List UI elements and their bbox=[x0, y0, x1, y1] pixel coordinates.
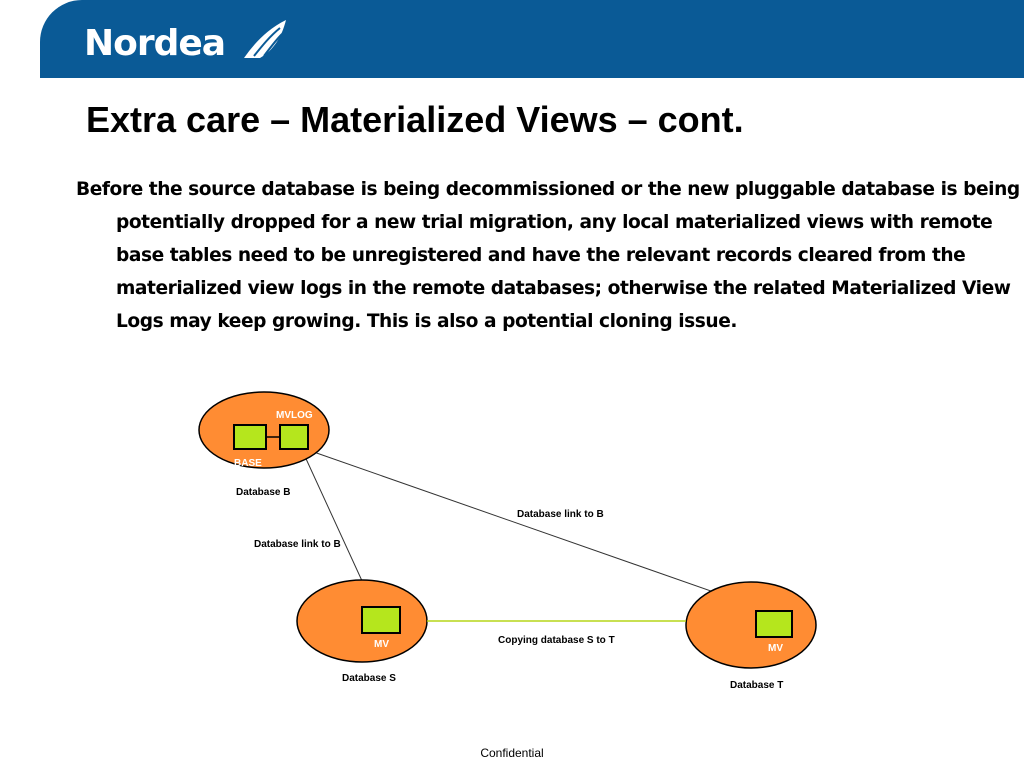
header-bar bbox=[40, 0, 1024, 78]
mvlog-label: MVLOG bbox=[276, 410, 313, 421]
link-b-s-label: Database link to B bbox=[254, 539, 341, 550]
database-s-label: Database S bbox=[342, 673, 396, 684]
database-diagram bbox=[0, 380, 1024, 710]
mv-box-t bbox=[756, 611, 792, 637]
database-t-ellipse bbox=[686, 582, 816, 668]
base-table-box bbox=[234, 425, 266, 449]
link-b-t-label: Database link to B bbox=[517, 509, 604, 520]
mv-label-s: MV bbox=[374, 639, 389, 650]
database-b-label: Database B bbox=[236, 487, 291, 498]
base-label: BASE bbox=[234, 458, 262, 469]
mvlog-box bbox=[280, 425, 308, 449]
mv-label-t: MV bbox=[768, 643, 783, 654]
footer-confidential: Confidential bbox=[480, 746, 544, 760]
slide-title: Extra care – Materialized Views – cont. bbox=[86, 99, 744, 140]
slide-body-text: Before the source database is being decommissioned or the new pluggable database is being potentially dropped for a new trial migration, any local materialized views with remote base tables need to be unregistered and have the relevant records cleared from the materialized view logs in the remote databases; otherwise the related Materialized View Logs may keep growing. This is also a potential cloning issue. bbox=[76, 179, 1020, 332]
copy-label: Copying database S to T bbox=[498, 635, 615, 646]
nordea-logo-text: Nordea bbox=[84, 23, 226, 64]
database-t-label: Database T bbox=[730, 680, 784, 691]
sail-logo-icon bbox=[240, 18, 290, 62]
mv-box-s bbox=[362, 607, 400, 633]
